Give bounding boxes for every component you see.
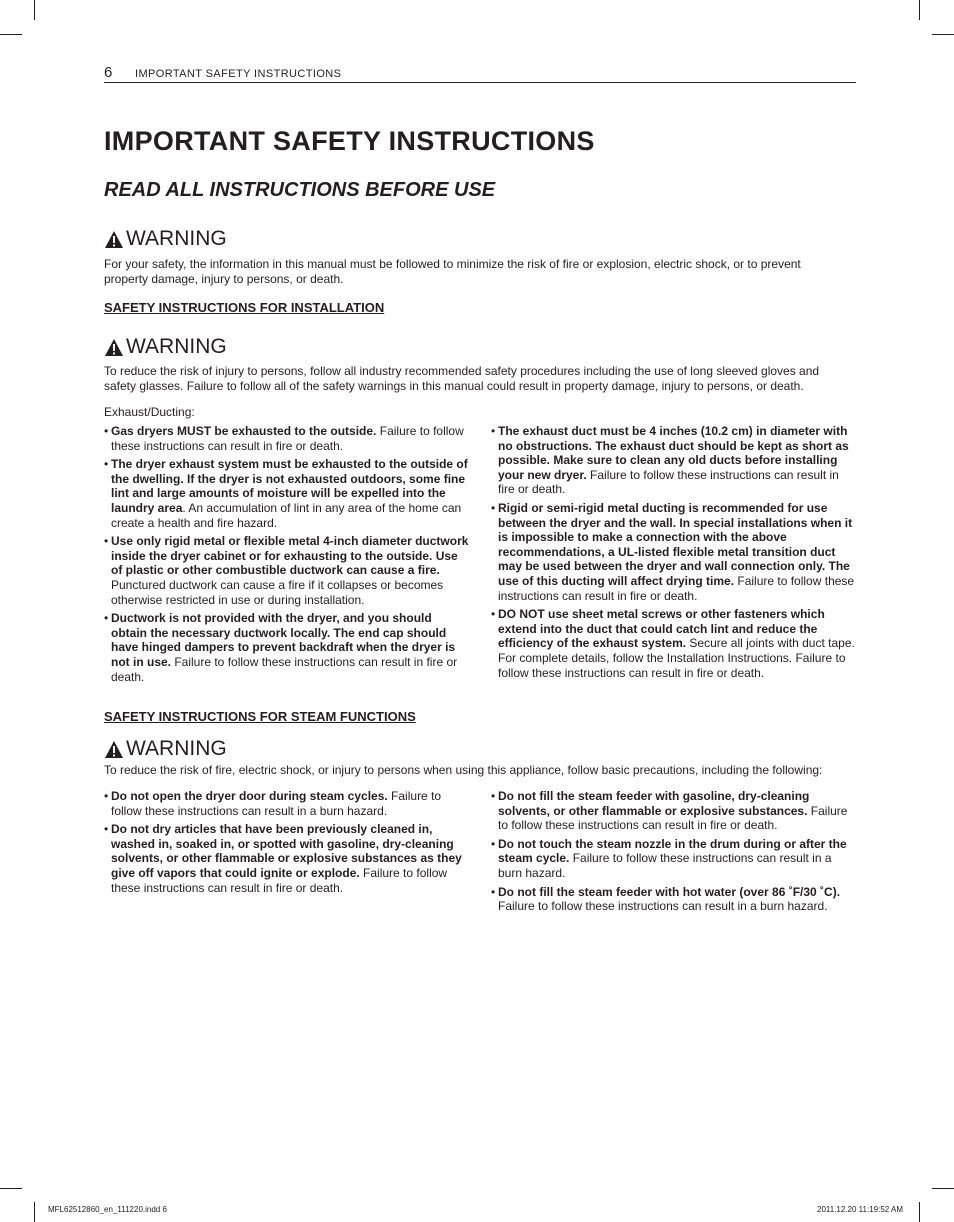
installation-warning-text: To reduce the risk of injury to persons, follow all industry recommended safety procedures including the use of long sleeved gloves and safety glasses. Failure to follow all of the safety warnings in this manual could result in property damage, injury to persons, or death. xyxy=(104,364,820,393)
crop-mark xyxy=(919,0,920,20)
list-item: • Do not touch the steam nozzle in the drum during or after the steam cycle. Failure to follow these instructions can result in a burn hazard. xyxy=(491,836,847,880)
installation-left-column xyxy=(104,424,470,688)
list-item: • Use only rigid metal or flexible metal 4-inch diameter ductwork inside the dryer cabinet or for exhausting to the outside. Use of plastic or other combustible ductwork can cause a fire. Punctured ductwork can cause a fire if it collapses or becomes otherwise restricted in use or during installation. xyxy=(104,534,469,607)
installation-right-column xyxy=(491,424,857,684)
list-item: • Ductwork is not provided with the dryer, and you should obtain the necessary ductwork locally. The end cap should have hinged dampers to prevent backdraft when the dryer is not in use. Failure to follow these instructions can result in fire or death. xyxy=(104,611,458,684)
steam-left-column xyxy=(104,789,470,899)
footer-file: MFL62512860_en_111220.indd 6 xyxy=(48,1205,167,1214)
warning-heading xyxy=(104,737,227,761)
crop-mark xyxy=(932,34,954,35)
page-title: IMPORTANT SAFETY INSTRUCTIONS xyxy=(104,126,595,156)
page-number: 6 xyxy=(104,64,113,81)
list-item: • Do not fill the steam feeder with hot water (over 86 ˚F/30 ˚C). Failure to follow these instructions can result in a burn hazard. xyxy=(491,884,841,914)
crop-mark xyxy=(932,1188,954,1189)
steam-heading: SAFETY INSTRUCTIONS FOR STEAM FUNCTIONS xyxy=(104,709,416,724)
running-title: IMPORTANT SAFETY INSTRUCTIONS xyxy=(135,68,342,80)
crop-mark xyxy=(34,1202,35,1222)
crop-mark xyxy=(0,1188,22,1189)
crop-mark xyxy=(34,0,35,20)
footer-timestamp: 2011.12.20 11:19:52 AM xyxy=(817,1205,903,1214)
steam-warning-text: To reduce the risk of fire, electric shock, or injury to persons when using this appliance, follow basic precautions, including the following: xyxy=(104,763,823,777)
list-item: • The exhaust duct must be 4 inches (10.2 cm) in diameter with no obstructions. The exhaust duct should be kept as short as possible. Make sure to clean any old ducts before installing your new dryer. Failure to follow these instructions can result in fire or death. xyxy=(491,424,849,497)
list-item: • DO NOT use sheet metal screws or other fasteners which extend into the duct that could catch lint and reduce the efficiency of the exhaust system. Secure all joints with duct tape. For complete details, follow the Installation Instructions. Failure to follow these instructions can result in fire or death. xyxy=(491,607,855,680)
warning-triangle-icon xyxy=(104,338,124,357)
list-item: • Gas dryers MUST be exhausted to the outside. Failure to follow these instructions can result in fire or death. xyxy=(104,424,464,453)
list-item: • Rigid or semi-rigid metal ducting is recommended for use between the dryer and the wall. In special installations when it is impossible to make a connection with the above recommendations, a UL-listed flexible metal transition duct may be used between the dryer and wall connection only. The use of this ducting will affect drying time. Failure to follow these instructions can result in fire or death. xyxy=(491,500,855,603)
warning-label: WARNING xyxy=(126,737,227,760)
exhaust-ducting-label: Exhaust/Ducting: xyxy=(104,405,195,419)
warning-triangle-icon xyxy=(104,230,124,249)
installation-heading: SAFETY INSTRUCTIONS FOR INSTALLATION xyxy=(104,300,385,315)
list-item: • Do not fill the steam feeder with gasoline, dry-cleaning solvents, or other flammable or explosive substances. Failure to follow these instructions can result in fire or death. xyxy=(491,789,848,833)
warning-label: WARNING xyxy=(126,335,227,358)
warning-heading xyxy=(104,335,227,359)
page-subtitle: READ ALL INSTRUCTIONS BEFORE USE xyxy=(104,179,496,201)
steam-right-column xyxy=(491,789,857,918)
warning-triangle-icon xyxy=(104,740,124,759)
warning-heading xyxy=(104,227,227,251)
crop-mark xyxy=(0,34,22,35)
intro-text: For your safety, the information in this manual must be followed to minimize the risk of fire or explosion, electric shock, or to prevent property damage, injury to persons, or death. xyxy=(104,257,801,286)
list-item: • Do not dry articles that have been previously cleaned in, washed in, soaked in, or spotted with gasoline, dry-cleaning solvents, or other flammable or explosive substances as they give off vapors that could ignite or explode. Failure to follow these instructions can result in fire or death. xyxy=(104,822,462,895)
crop-mark xyxy=(919,1202,920,1222)
list-item: • The dryer exhaust system must be exhausted to the outside of the dwelling. If the dryer is not exhausted outdoors, some fine lint and large amounts of moisture will be expelled into the laundry area. An accumulation of lint in any area of the home can create a health and fire hazard. xyxy=(104,457,468,530)
warning-label: WARNING xyxy=(126,227,227,250)
list-item: • Do not open the dryer door during steam cycles. Failure to follow these instructions can result in a burn hazard. xyxy=(104,789,442,818)
header-rule xyxy=(104,82,856,83)
